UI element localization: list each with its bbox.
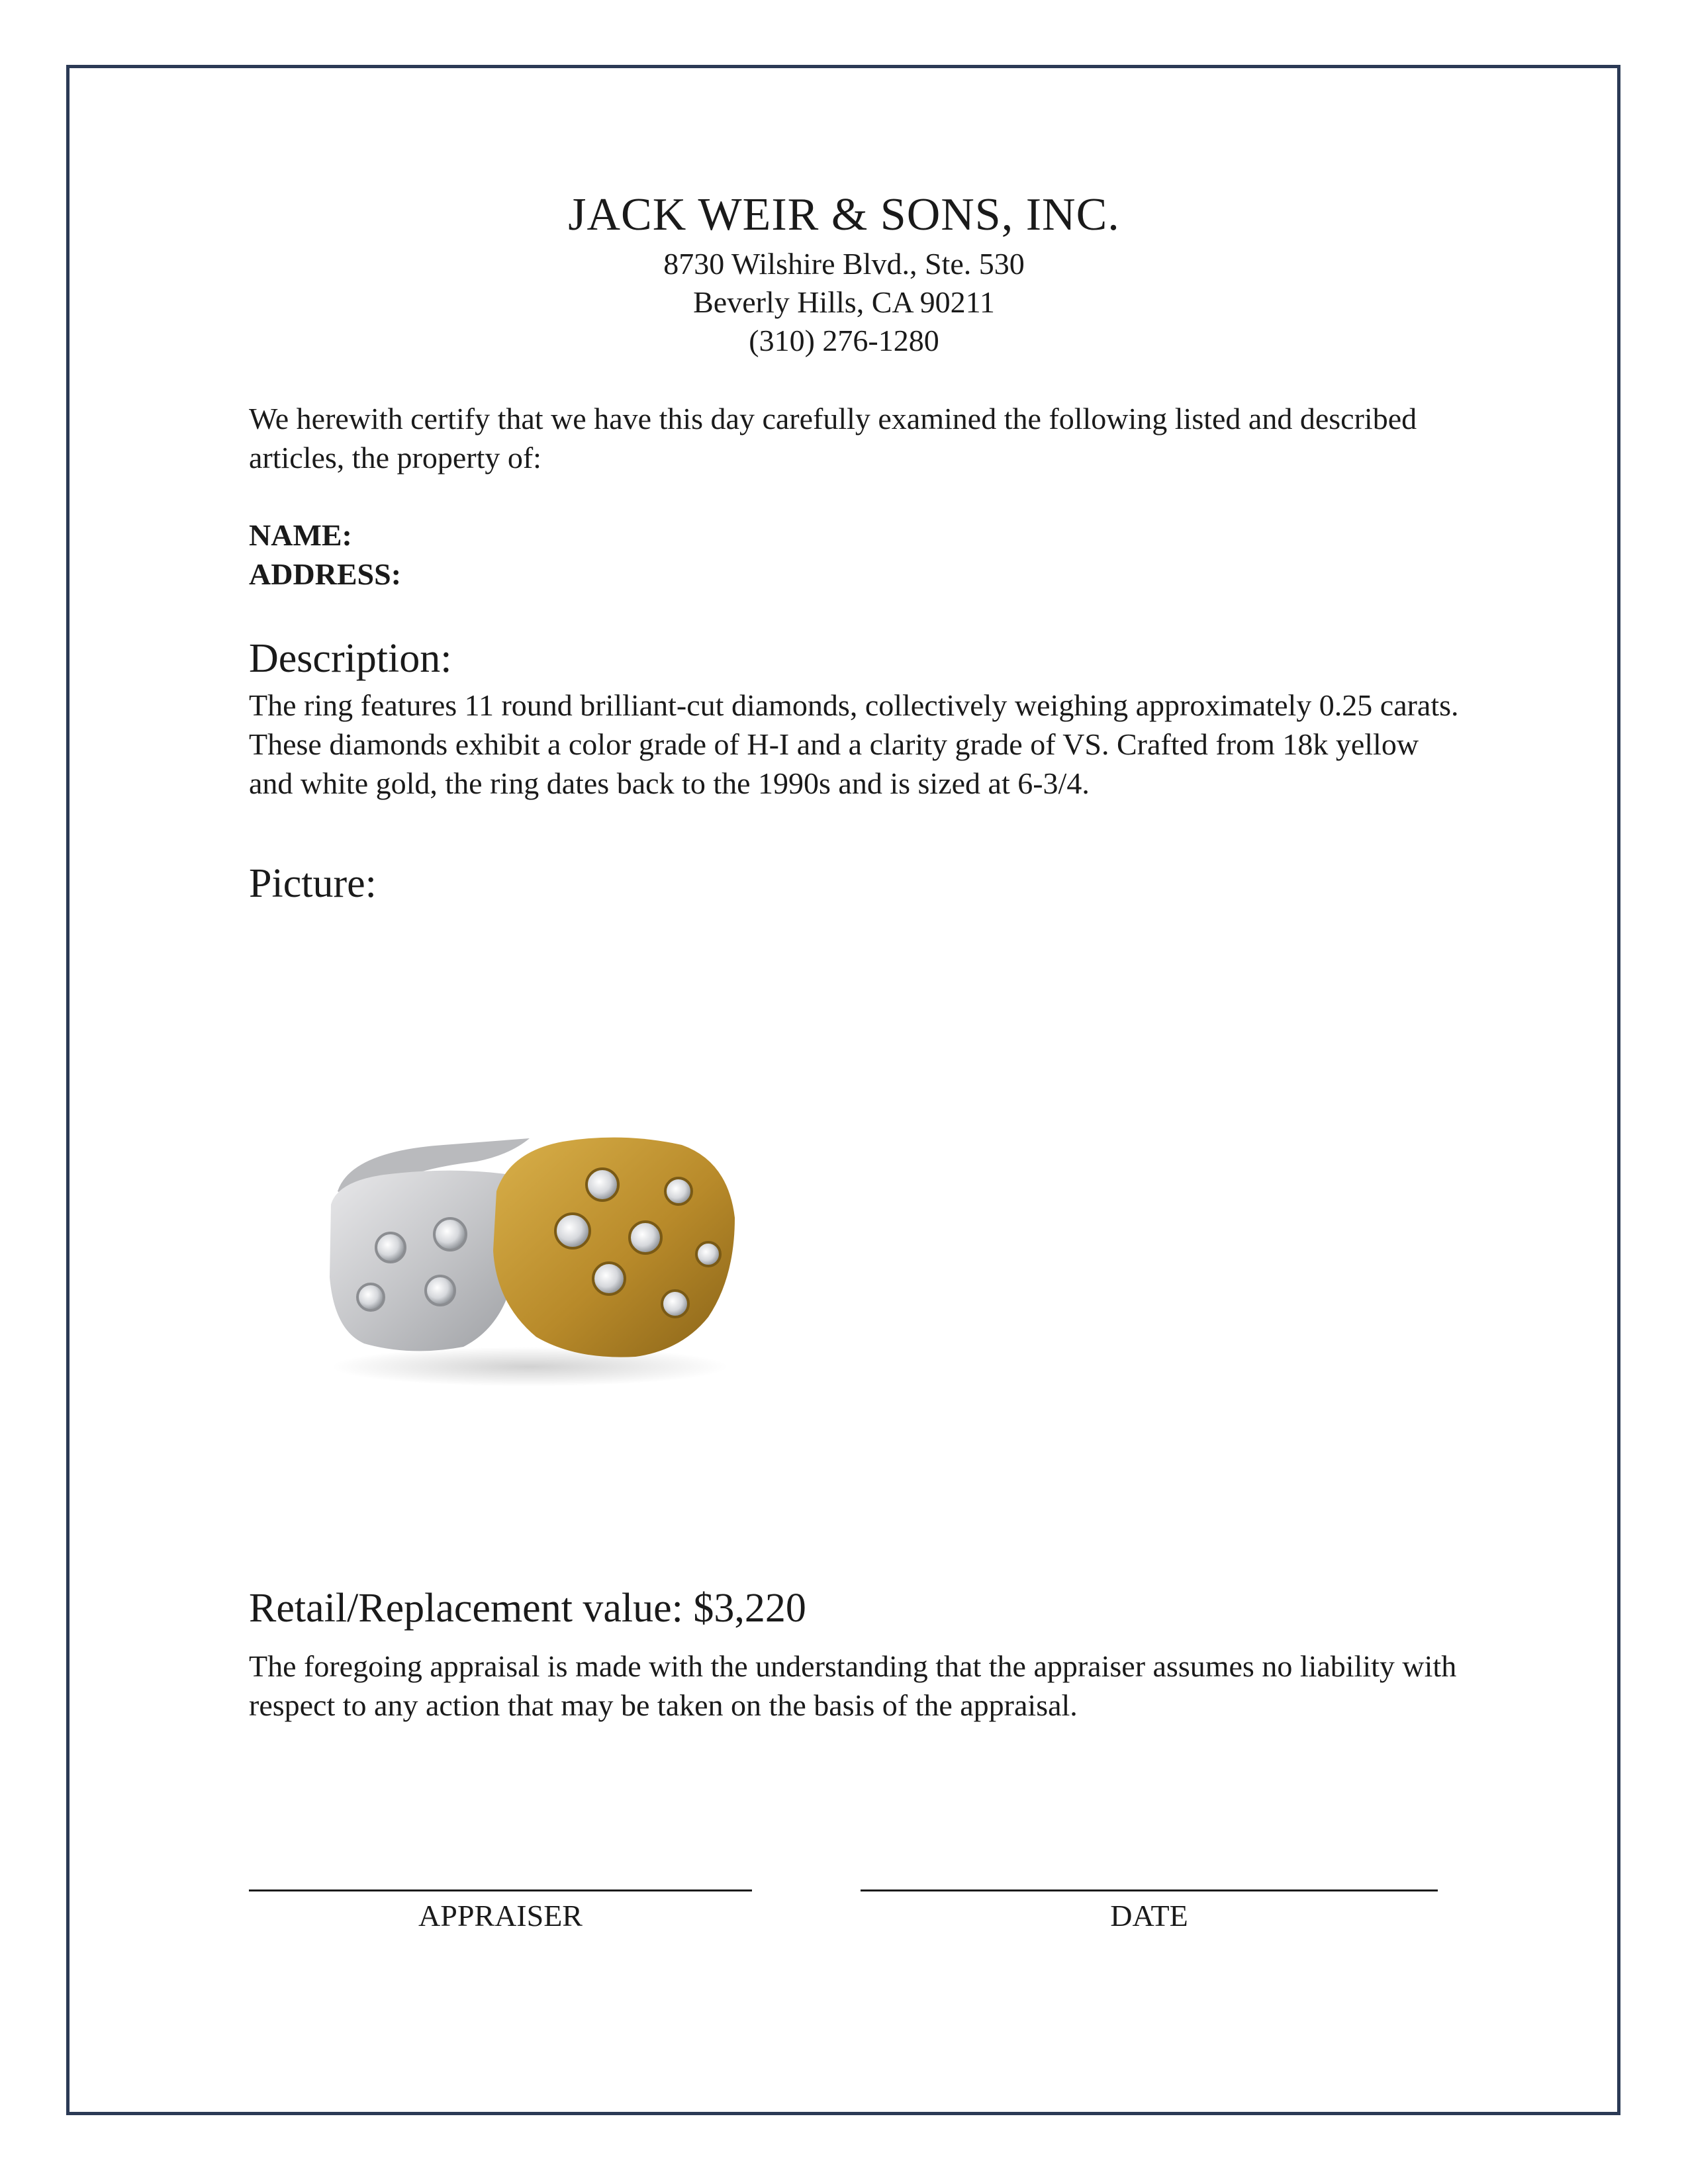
company-phone: (310) 276-1280 (749, 324, 939, 357)
date-label: DATE (1110, 1899, 1188, 1933)
retail-value: Retail/Replacement value: $3,220 (249, 1586, 806, 1631)
owner-name-label: NAME: (249, 518, 352, 552)
certification-text: We herewith certify that we have this day carefully examined the following listed and described articles, the property of: (249, 402, 1417, 475)
date-signature-line (861, 1889, 1438, 1891)
owner-address-label: ADDRESS: (249, 557, 402, 591)
company-name: JACK WEIR & SONS, INC. (568, 189, 1120, 240)
page-border (66, 65, 1620, 2115)
appraiser-signature-line (249, 1889, 752, 1891)
description-text: The ring features 11 round brilliant-cut diamonds, collectively weighing approximately 0.25 carats. These diamonds exhibit a color grade of H-I and a clarity grade of VS. Crafted from 18k yellow and white gold, the ring dates back to the 1990s and is sized at 6-3/4. (249, 688, 1459, 800)
description-heading: Description: (249, 636, 452, 681)
company-address-line2: Beverly Hills, CA 90211 (693, 285, 995, 319)
company-address-line1: 8730 Wilshire Blvd., Ste. 530 (663, 247, 1025, 281)
disclaimer-text: The foregoing appraisal is made with the understanding that the appraiser assumes no liability with respect to any action that may be taken on the basis of the appraisal. (249, 1649, 1457, 1722)
ring-photo (311, 1105, 774, 1396)
appraiser-label: APPRAISER (418, 1899, 583, 1933)
ring-shadow (331, 1347, 728, 1387)
picture-heading: Picture: (249, 861, 377, 906)
